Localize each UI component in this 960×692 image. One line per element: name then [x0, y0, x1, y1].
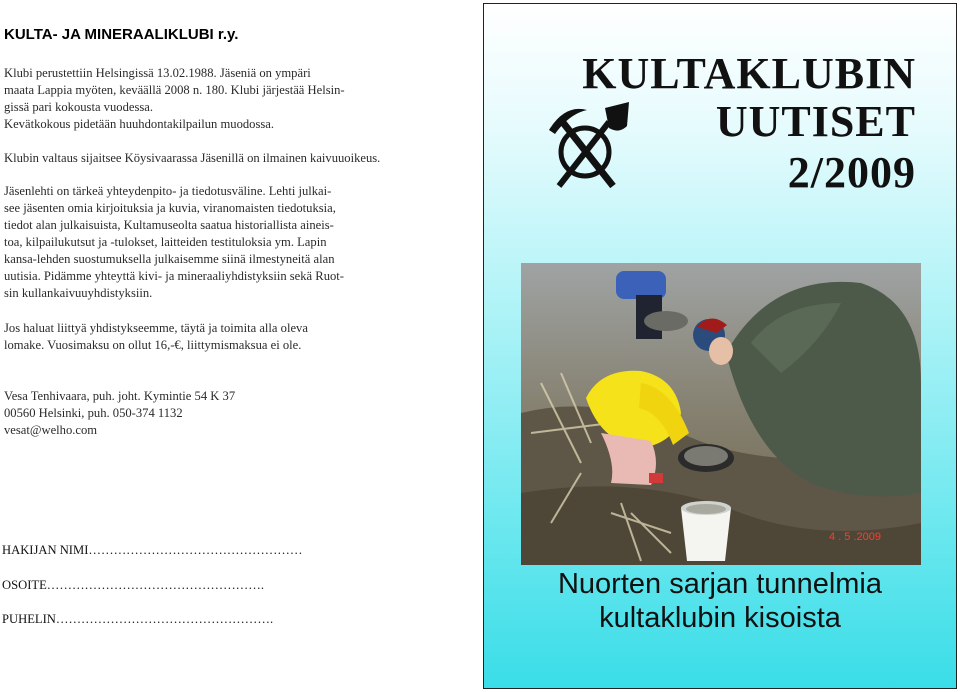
gold-panning-scene [521, 263, 921, 565]
contact-address: 00560 Helsinki, puh. 050-374 1132 [4, 406, 183, 420]
cover-photo [521, 263, 921, 565]
text-line: gissä pari kokousta vuodessa. [4, 100, 154, 114]
cover-title: KULTAKLUBIN [582, 49, 916, 98]
cover-subtitle: UUTISET [715, 97, 916, 146]
intro-paragraph [4, 65, 345, 133]
cover-caption-line2: kultaklubin kisoista [599, 602, 841, 634]
form-address-field: OSOITE……………………………………………. [2, 578, 265, 592]
cover-caption-line1: Nuorten sarjan tunnelmia [557, 568, 882, 600]
contact-block [4, 388, 235, 439]
text-line: Klubi perustettiin Helsingissä 13.02.1988. Jäseniä on ympäri [4, 66, 311, 80]
text-line: kansa-lehden suostumuksella julkaisemme siinä ilmestyneitä alan [4, 252, 335, 266]
newsletter-cover [483, 3, 957, 689]
newsletter-paragraph [4, 183, 344, 302]
text-line: Kevätkokous pidetään huuhdontakilpailun muodossa. [4, 117, 275, 131]
join-paragraph [4, 320, 308, 354]
text-line: toa, kilpailukutsut ja -tulokset, laitteiden testituloksia ym. Lapin [4, 235, 327, 249]
contact-email: vesat@welho.com [4, 423, 98, 437]
text-line: Jos haluat liittyä yhdistykseemme, täytä ja toimita alla oleva [4, 321, 308, 335]
text-line: tiedot alan julkaisuista, Kultamuseolta saatua historiallista aineis- [4, 218, 334, 232]
text-line: lomake. Vuosimaksu on ollut 16,-€, liittymismaksua ei ole. [4, 338, 302, 352]
claim-paragraph [4, 150, 380, 167]
cover-issue: 2/2009 [787, 148, 916, 197]
text-line: sin kullankaivuuyhdistyksiin. [4, 286, 153, 300]
photo-date-stamp: 4 . 5 .2009 [829, 531, 881, 543]
text-line: see jäsenten omia kirjoituksia ja kuvia, viranomaisten tiedotuksia, [4, 201, 336, 215]
club-title: KULTA- JA MINERAALIKLUBI r.y. [4, 26, 239, 43]
text-line: Klubin valtaus sijaitsee Köysivaarassa Jäsenillä on ilmainen kaivuuoikeus. [4, 151, 381, 165]
contact-name: Vesa Tenhivaara, puh. joht. Kymintie 54 K 37 [4, 389, 236, 403]
text-line: Jäsenlehti on tärkeä yhteydenpito- ja tiedotusväline. Lehti julkai- [4, 184, 332, 198]
form-phone-field: PUHELIN……………………………………………. [2, 612, 274, 626]
text-line: maata Lappia myöten, keväällä 2008 n. 180. Klubi järjestää Helsin- [4, 83, 345, 97]
info-page [0, 0, 470, 692]
pick-and-shovel-logo [547, 100, 631, 192]
form-name-field: HAKIJAN NIMI…………………………………………… [2, 543, 303, 557]
text-line: uutisia. Pidämme yhteyttä kivi- ja mineraaliyhdistyksiin sekä Ruot- [4, 269, 344, 283]
